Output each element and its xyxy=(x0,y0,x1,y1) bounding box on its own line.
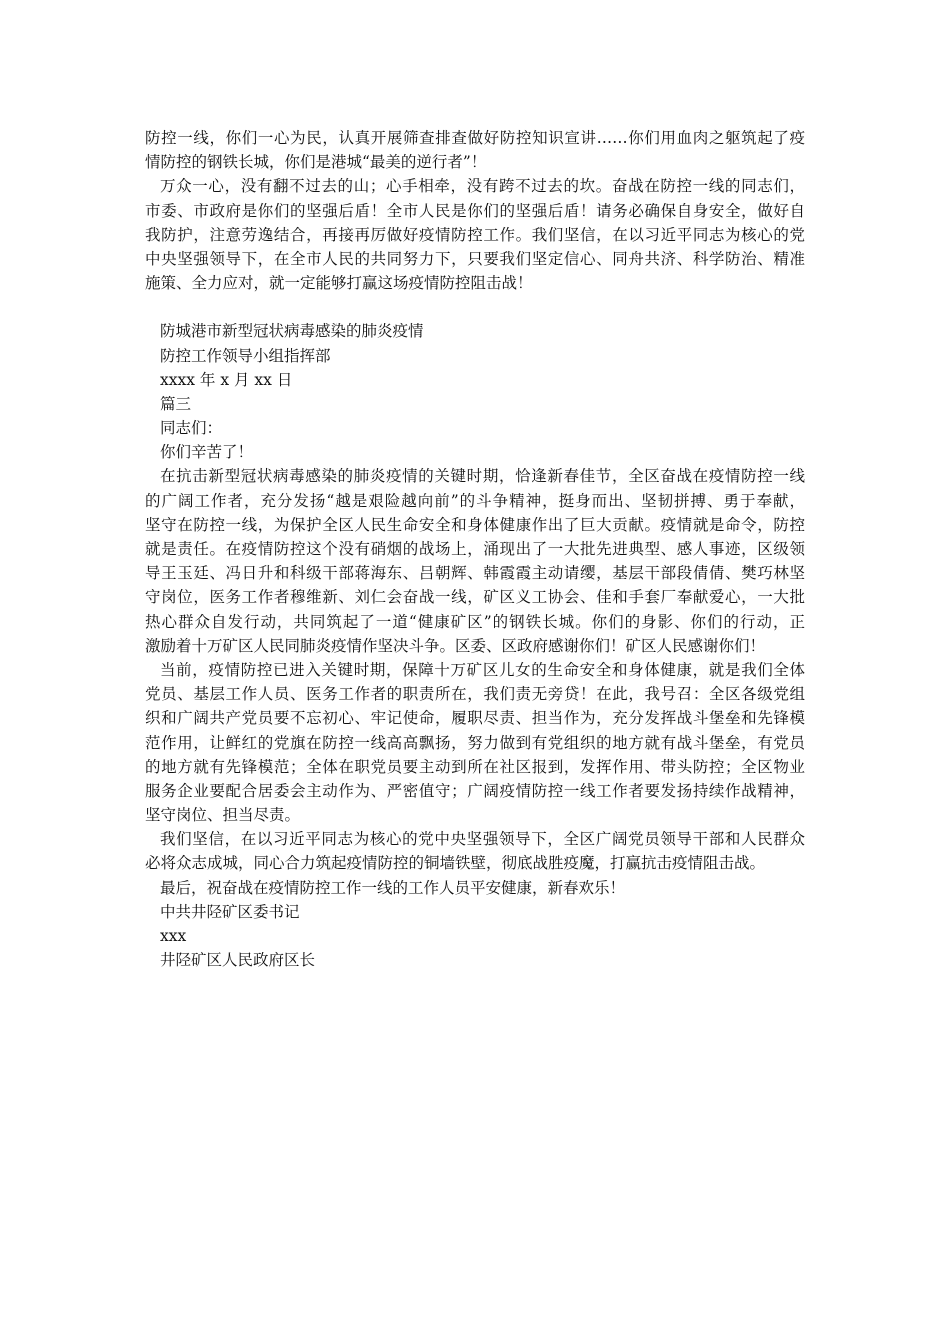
paragraph-line: 织和广阔共产党员要不忘初心、牢记使命，履职尽责、担当作为，充分发挥战斗堡垒和先锋模 xyxy=(145,709,805,728)
paragraph-line: 守岗位，医务工作者穆维新、刘仁会奋战一线，矿区义工协会、佳和手套厂奉献爱心，一大批 xyxy=(145,588,805,607)
paragraph-line: 万众一心，没有翻不过去的山；心手相牵，没有跨不过去的坎。奋战在防控一线的同志们， xyxy=(160,177,805,196)
paragraph-line: 党员、基层工作人员、医务工作者的职责所在，我们责无旁贷！在此，我号召：全区各级党组 xyxy=(145,685,805,704)
paragraph-line: 必将众志成城，同心合力筑起疫情防控的铜墙铁壁，彻底战胜疫魔，打赢抗击疫情阻击战。 xyxy=(145,854,766,873)
paragraph-line: 市委、市政府是你们的坚强后盾！全市人民是你们的坚强后盾！请务必确保自身安全，做好自 xyxy=(145,201,805,220)
salutation: 同志们： xyxy=(160,419,223,438)
signature-title-1: 中共井陉矿区委书记 xyxy=(160,902,300,921)
paragraph-line: 在抗击新型冠状病毒感染的肺炎疫情的关键时期，恰逢新春佳节，全区奋战在疫情防控一线 xyxy=(160,467,805,486)
paragraph-line: 当前，疫情防控已进入关键时期，保障十万矿区儿女的生命安全和身体健康，就是我们全体 xyxy=(160,660,805,679)
paragraph-line: 热心群众自发行动，共同筑起了一道“健康矿区”的钢铁长城。你们的身影、你们的行动，正 xyxy=(145,612,805,631)
paragraph-line: 服务企业要配合居委会主动作为、严密值守；广阔疫情防控一线工作者要发扬持续作战精神， xyxy=(145,781,805,800)
paragraph-line: 中央坚强领导下，在全市人民的共同努力下，只要我们坚定信心、同舟共济、科学防治、精准 xyxy=(145,249,805,268)
paragraph-line: 坚守在防控一线，为保护全区人民生命安全和身体健康作出了巨大贡献。疫情就是命令，防控 xyxy=(145,515,805,534)
paragraph-line: 我们坚信，在以习近平同志为核心的党中央坚强领导下，全区广阔党员领导干部和人民群众 xyxy=(160,830,805,849)
paragraph-e xyxy=(145,827,805,875)
signature-name: xxx xyxy=(160,927,187,945)
paragraph-line: 范作用，让鲜红的党旗在防控一线高高飘扬，努力做到有党组织的地方就有战斗堡垒，有党员 xyxy=(145,733,805,752)
section-title: 篇三 xyxy=(160,394,192,413)
closing-line: 最后，祝奋战在疫情防控工作一线的工作人员平安健康，新春欢乐！ xyxy=(160,878,626,897)
paragraph-a xyxy=(145,126,805,174)
paragraph-line: 坚守岗位、担当尽责。 xyxy=(145,806,301,825)
paragraph-line: 施策、全力应对，就一定能够打赢这场疫情防控阻击战！ xyxy=(145,274,533,293)
paragraph-c xyxy=(145,464,805,658)
signature-block-2 xyxy=(145,900,805,973)
paragraph-b xyxy=(145,174,805,295)
paragraph-line: 激励着十万矿区人民同肺炎疫情作坚决斗争。区委、区政府感谢你们！矿区人民感谢你们！ xyxy=(145,636,766,655)
paragraph-line: 我防护，注意劳逸结合，再接再厉做好疫情防控工作。我们坚信，在以习近平同志为核心的党 xyxy=(145,225,805,244)
signature-title-2: 井陉矿区人民政府区长 xyxy=(160,951,316,970)
paragraph-line: 的地方就有先锋模范；全体在职党员要主动到所在社区报到，发挥作用、带头防控；全区物业 xyxy=(145,757,805,776)
paragraph-line: 防控一线，你们一心为民，认真开展筛查排查做好防控知识宣讲……你们用血肉之躯筑起了疫 xyxy=(145,129,805,147)
signature-date: xxxx 年 x 月 xx 日 xyxy=(160,370,293,389)
document-page xyxy=(145,126,805,972)
signature-block-1 xyxy=(145,319,805,392)
paragraph-d xyxy=(145,658,805,827)
blank-line xyxy=(145,295,805,319)
paragraph-line: 情防控的钢铁长城，你们是港城“最美的逆行者”！ xyxy=(145,153,487,172)
signature-org-line-1: 防城港市新型冠状病毒感染的肺炎疫情 xyxy=(160,322,424,341)
paragraph-line: 的广阔工作者，充分发扬“越是艰险越向前”的斗争精神，挺身而出、坚韧拼搏、勇于奉献， xyxy=(145,491,805,510)
greeting: 你们辛苦了！ xyxy=(160,443,254,462)
signature-org-line-2: 防控工作领导小组指挥部 xyxy=(160,346,331,365)
paragraph-line: 导王玉廷、冯日升和科级干部蒋海东、吕朝辉、韩霞霞主动请缨，基层干部段倩倩、樊巧林坚 xyxy=(145,564,805,583)
paragraph-line: 就是责任。在疫情防控这个没有硝烟的战场上，涌现出了一大批先进典型、感人事迹，区级领 xyxy=(145,540,805,558)
